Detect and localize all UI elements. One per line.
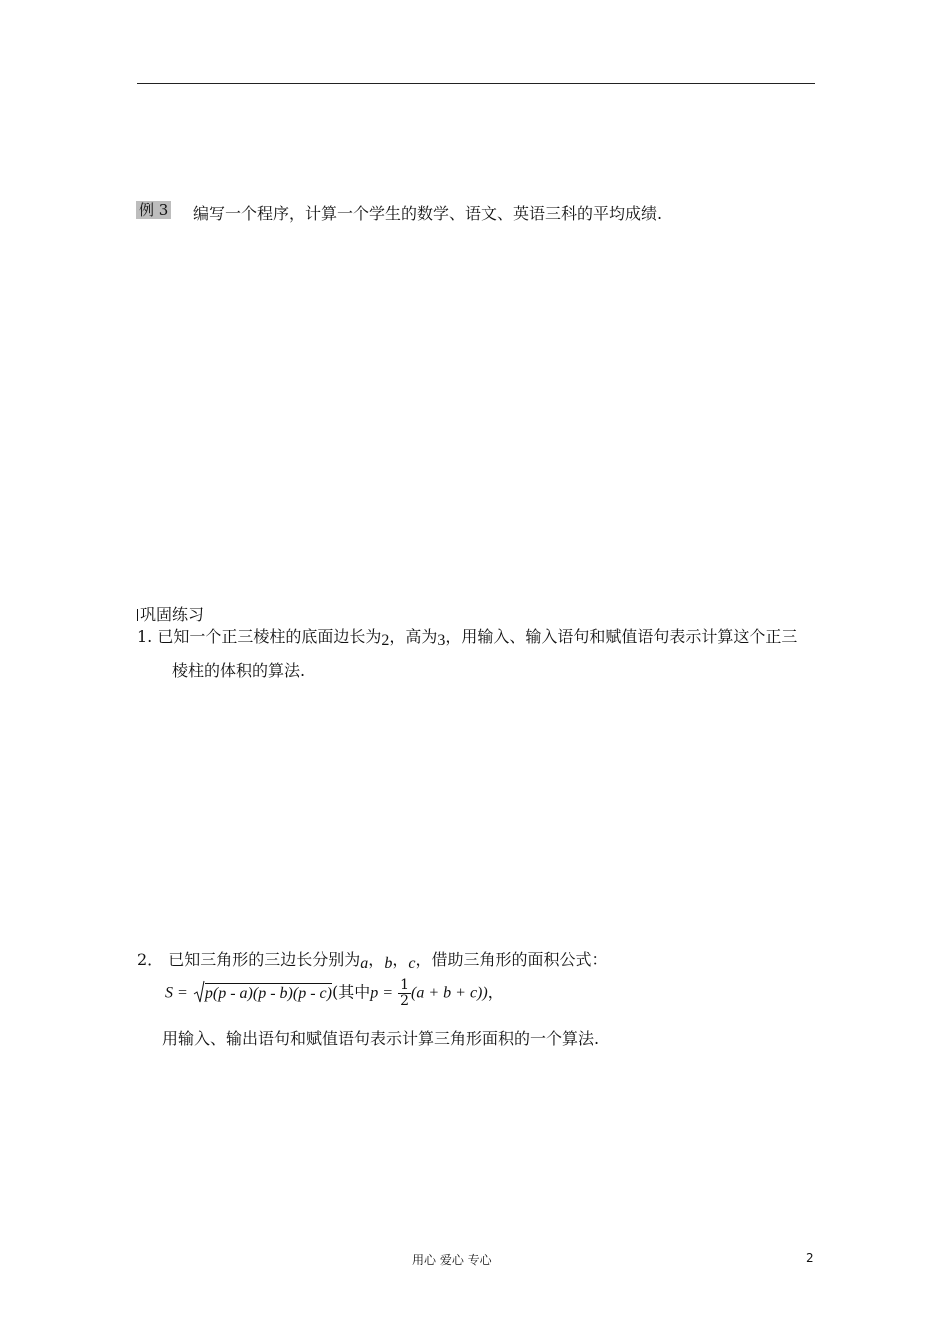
q1-height-value: 3 <box>437 632 446 649</box>
question-1 <box>137 624 797 647</box>
square-root <box>193 980 332 1004</box>
question-2 <box>137 947 607 970</box>
example-text: 编写一个程序，计算一个学生的数学、语文、英语三科的平均成绩. <box>193 204 663 223</box>
footer-motto: 用心 爱心 专心 <box>412 1253 492 1267</box>
q1-text-pre: 已知一个正三棱柱的底面边长为 <box>157 627 382 646</box>
q1-line-2: 棱柱的体积的算法. <box>172 661 306 680</box>
q2-sep-2: ， <box>392 950 409 969</box>
example-3 <box>136 199 171 220</box>
example-label: 例 3 <box>136 201 171 219</box>
q1-text-post: ，用输入、输入语句和赋值语句表示计算这个正三 <box>445 627 798 646</box>
formula-rest: (a + b + c)) <box>411 984 488 1002</box>
q2-number: 2． <box>137 950 164 969</box>
formula-p: p = <box>370 984 393 1002</box>
cursor-mark <box>137 609 138 621</box>
header-rule <box>137 83 815 84</box>
q1-side-value: 2 <box>381 632 390 649</box>
radical-sign-icon <box>193 980 205 1004</box>
page-number: 2 <box>806 1251 814 1265</box>
heron-formula <box>165 978 504 1008</box>
q2-var-a: a <box>360 955 369 972</box>
q2-text-post: ，借助三角形的面积公式： <box>415 950 608 969</box>
q1-number: 1. <box>137 627 153 646</box>
fraction-numerator: 1 <box>400 977 410 993</box>
q2-var-c: c <box>408 955 416 972</box>
formula-note-pre: (其中 <box>331 982 371 1002</box>
q2-text-pre: 已知三角形的三边长分别为 <box>168 950 361 969</box>
practice-heading-text: 巩固练习 <box>140 605 205 624</box>
practice-heading <box>137 602 204 625</box>
fraction-denominator: 2 <box>400 992 410 1009</box>
one-half-fraction <box>398 978 411 1008</box>
formula-radicand: p(p - a)(p - b)(p - c) <box>204 984 332 1002</box>
formula-end: ， <box>487 982 504 1002</box>
q2-var-b: b <box>384 955 393 972</box>
formula-lhs: S = <box>165 984 188 1002</box>
q2-line-3: 用输入、输出语句和赋值语句表示计算三角形面积的一个算法. <box>162 1029 600 1048</box>
q1-text-mid: ，高为 <box>389 627 438 646</box>
q2-sep-1: ， <box>368 950 385 969</box>
